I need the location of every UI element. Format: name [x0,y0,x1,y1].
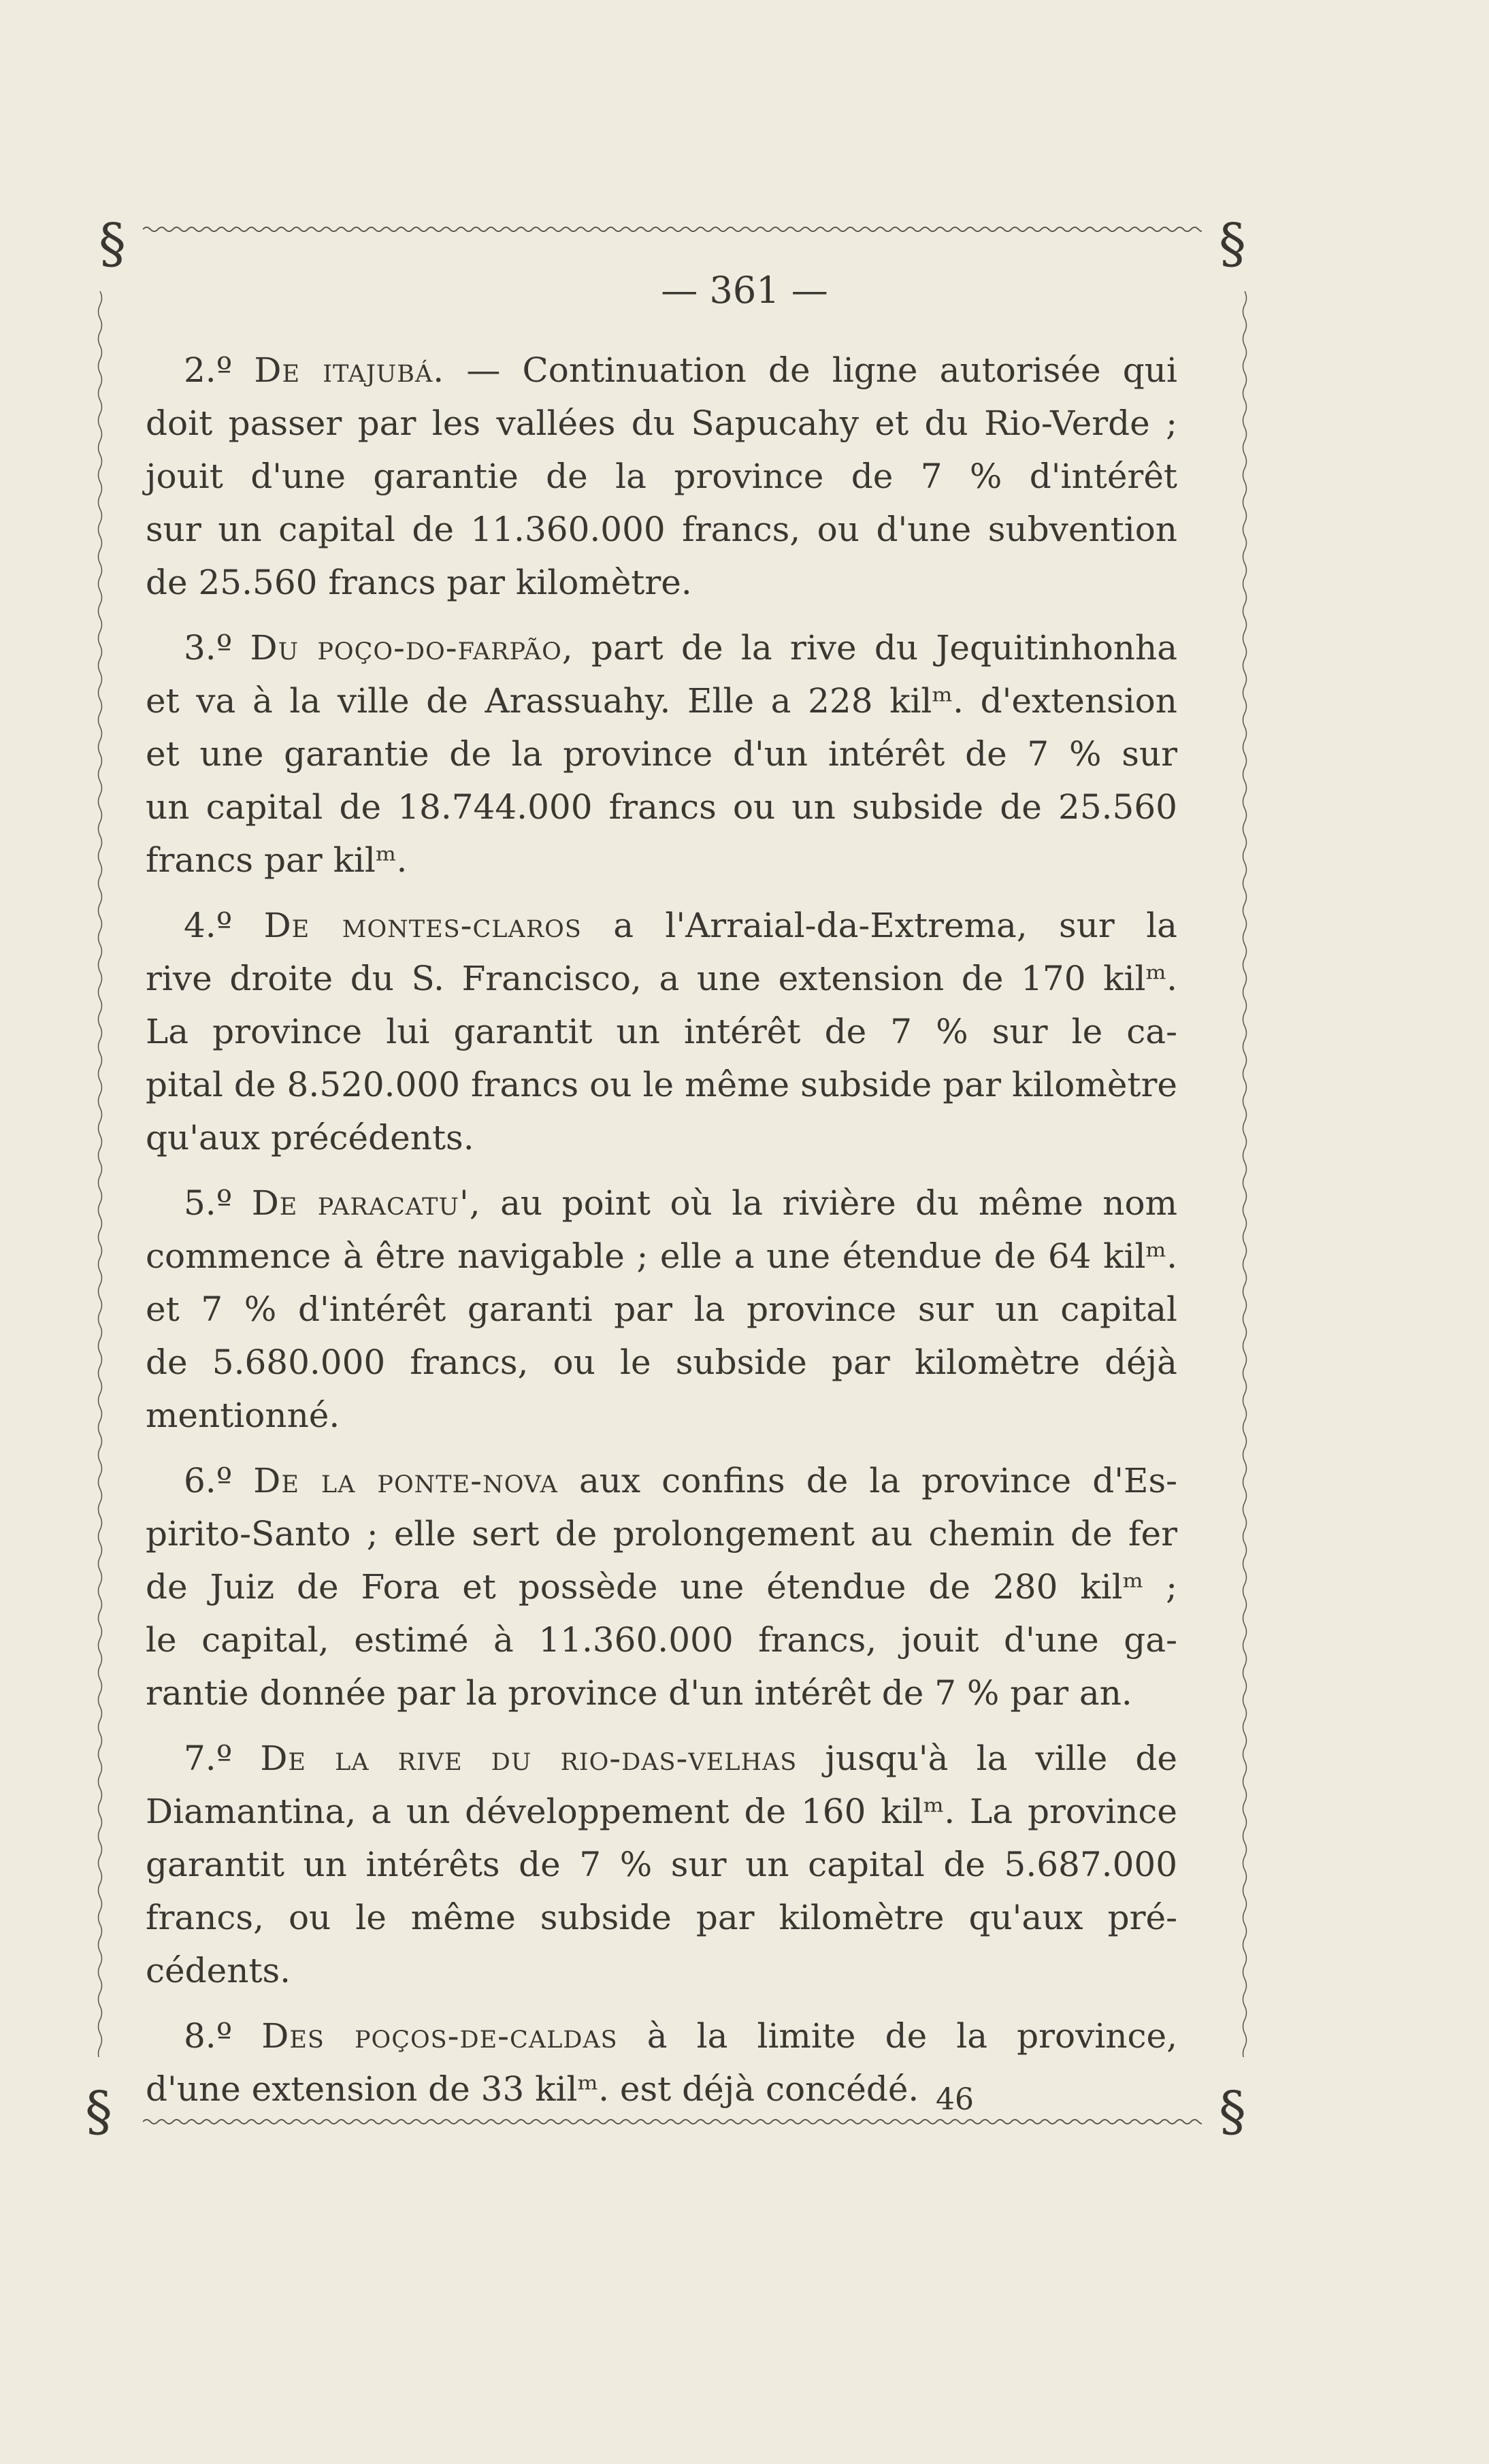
corner-flourish-icon: § [99,212,126,275]
line-text: aux confins de la province d'Es- [557,1461,1177,1500]
paragraph [146,1454,1177,1720]
text-line [146,344,1177,397]
item-number: 3.º [184,628,250,668]
item-heading: De montes-claros [263,906,582,945]
text-line: doit passer par les vallées du Sapucahy et du Rio-Verde ; [146,404,1177,443]
paragraph [146,344,1177,609]
corner-flourish-icon: § [1219,212,1246,275]
body-text [146,344,1177,2128]
left-wavy-rule [95,291,105,2057]
text-line: de 25.560 francs par kilomètre. [146,563,692,602]
item-heading: Du poço-do-farpão, [250,628,574,668]
signature-mark: 46 [936,2082,974,2117]
paragraph [146,1732,1177,1997]
item-number: 5.º [184,1183,252,1223]
text-line: pital de 8.520.000 francs ou le même subside par kilomètre [146,1065,1177,1104]
text-line: de 5.680.000 francs, ou le subside par kilomètre déjà [146,1343,1177,1382]
item-number: 4.º [184,906,264,945]
text-line [146,2009,1177,2063]
top-wavy-rule [143,225,1202,234]
item-number: 2.º [184,350,255,390]
text-line: francs, ou le même subside par kilomètre qu'aux pré- [146,1898,1177,1937]
text-line: pirito-Santo ; elle sert de prolongement au chemin de fer [146,1514,1177,1554]
text-line [146,1732,1177,1785]
text-line [146,621,1177,674]
corner-flourish-icon: § [85,2080,112,2143]
item-heading: De la ponte-nova [253,1461,558,1500]
corner-flourish-icon: § [1219,2080,1246,2143]
item-heading: De paracatu', [251,1183,481,1223]
text-line: La province lui garantit un intérêt de 7 % sur le ca- [146,1012,1177,1051]
line-text: a l'Arraial-da-Extrema, sur la [581,906,1177,945]
line-text: jusqu'à la ville de [797,1739,1177,1778]
paragraph [146,621,1177,887]
text-line: qu'aux précédents. [146,1118,474,1157]
text-line [146,1177,1177,1230]
text-line: rantie donnée par la province d'un intérêt de 7 % par an. [146,1673,1132,1713]
text-line: cédents. [146,1951,291,1990]
line-text: part de la rive du Jequitinhonha [573,628,1178,668]
line-text: — Continuation de ligne autorisée qui [444,350,1177,390]
text-line [146,1454,1177,1507]
text-line: de Juiz de Fora et possède une étendue de 280 kilᵐ ; [146,1567,1177,1607]
item-heading: De itajubá. [254,350,445,390]
text-line: et 7 % d'intérêt garanti par la province sur un capital [146,1290,1177,1329]
text-line: sur un capital de 11.360.000 francs, ou d'une subvention [146,510,1177,549]
item-number: 6.º [184,1461,254,1500]
text-line: un capital de 18.744.000 francs ou un subside de 25.560 [146,787,1177,827]
paragraph [146,899,1177,1164]
item-heading: Des poços-de-caldas [261,2016,618,2056]
text-line: rive droite du S. Francisco, a une extension de 170 kilᵐ. [146,959,1177,998]
text-line: le capital, estimé à 11.360.000 francs, jouit d'une ga- [146,1620,1177,1660]
page-number: — 361 — [661,269,828,312]
item-heading: De la rive du rio-das-velhas [260,1739,798,1778]
text-line: Diamantina, a un développement de 160 kilᵐ. La province [146,1792,1177,1831]
text-line: garantit un intérêts de 7 % sur un capital de 5.687.000 [146,1845,1177,1884]
text-line: jouit d'une garantie de la province de 7 % d'intérêt [146,457,1177,496]
text-line: et va à la ville de Arassuahy. Elle a 228 kilᵐ. d'extension [146,681,1177,721]
text-line: mentionné. [146,1396,340,1435]
text-line [146,899,1177,952]
text-line: commence à être navigable ; elle a une étendue de 64 kilᵐ. [146,1236,1177,1276]
item-number: 8.º [184,2016,262,2056]
item-number: 7.º [184,1739,261,1778]
text-line: francs par kilᵐ. [146,840,408,880]
line-text: à la limite de la province, [617,2016,1178,2056]
text-line: et une garantie de la province d'un intérêt de 7 % sur [146,734,1177,774]
line-text: au point où la rivière du même nom [480,1183,1177,1223]
paragraph [146,2009,1177,2116]
text-line: d'une extension de 33 kilᵐ. est déjà concédé. [146,2069,919,2109]
right-wavy-rule [1240,291,1249,2057]
paragraph [146,1177,1177,1442]
